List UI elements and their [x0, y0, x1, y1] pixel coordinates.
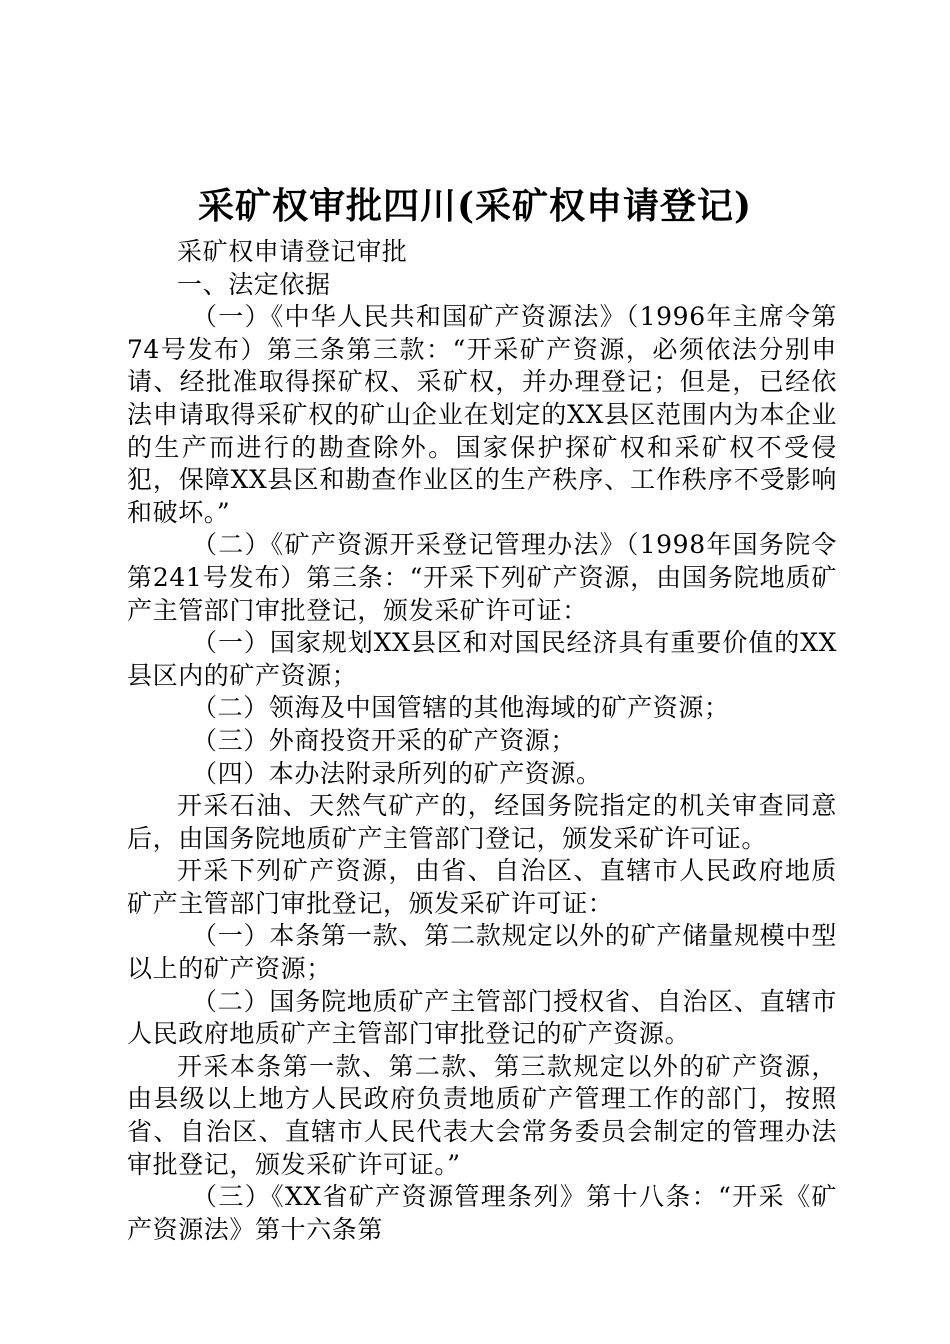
paragraph-item-2: （二）领海及中国管辖的其他海域的矿产资源；: [192, 693, 730, 723]
document-body: [127, 236, 837, 1246]
document-title: 采矿权审批四川(采矿权申请登记): [197, 185, 753, 227]
paragraph-law-2: （二）《矿产资源开采登记管理办法》（1998年国务院令第241号发布）第三条：“开采下列矿产资源，由国务院地质矿产主管部门审批登记，颁发采矿许可证：: [127, 530, 837, 625]
paragraph-provincial-item-2: （二）国务院地质矿产主管部门授权省、自治区、直辖市人民政府地质矿产主管部门审批登记的矿产资源。: [127, 986, 837, 1049]
paragraph-county-level: 开采本条第一款、第二款、第三款规定以外的矿产资源，由县级以上地方人民政府负责地质矿产管理工作的部门，按照省、自治区、直辖市人民代表大会常务委员会制定的管理办法审批登记，颁发采矿许可证。”: [127, 1051, 837, 1179]
paragraph-item-4: （四）本办法附录所列的矿产资源。: [192, 758, 602, 788]
paragraph-item-1: （一）国家规划XX县区和对国民经济具有重要价值的XX县区内的矿产资源；: [127, 628, 837, 690]
paragraph-item-3: （三）外商投资开采的矿产资源；: [192, 725, 577, 755]
paragraph-law-3: （三）《XX省矿产资源管理条列》第十八条：“开采《矿产资源法》第十六条第: [127, 1182, 837, 1244]
paragraph-provincial: 开采下列矿产资源，由省、自治区、直辖市人民政府地质矿产主管部门审批登记，颁发采矿许可证：: [127, 856, 837, 918]
paragraph-oil-gas: 开采石油、天然气矿产的，经国务院指定的机关审查同意后，由国务院地质矿产主管部门登记，颁发采矿许可证。: [127, 791, 837, 853]
paragraph-provincial-item-1: （一）本条第一款、第二款规定以外的矿产储量规模中型以上的矿产资源；: [127, 921, 837, 984]
paragraph-section-legal-basis: 一、法定依据: [177, 269, 331, 299]
paragraph-heading-approval: 采矿权申请登记审批: [177, 237, 408, 266]
paragraph-law-1: （一）《中华人民共和国矿产资源法》（1996年主席令第74号发布）第三条第三款：“开采矿产资源，必须依法分别申请、经批准取得探矿权、采矿权，并办理登记；但是，已经依法申请取得采矿权的矿山企业在划定的XX县区范围内为本企业的生产而进行的勘查除外。国家保护探矿权和采矿权不受侵犯，保障XX县区和勘查作业区的生产秩序、工作秩序不受影响和破坏。”: [127, 302, 837, 527]
